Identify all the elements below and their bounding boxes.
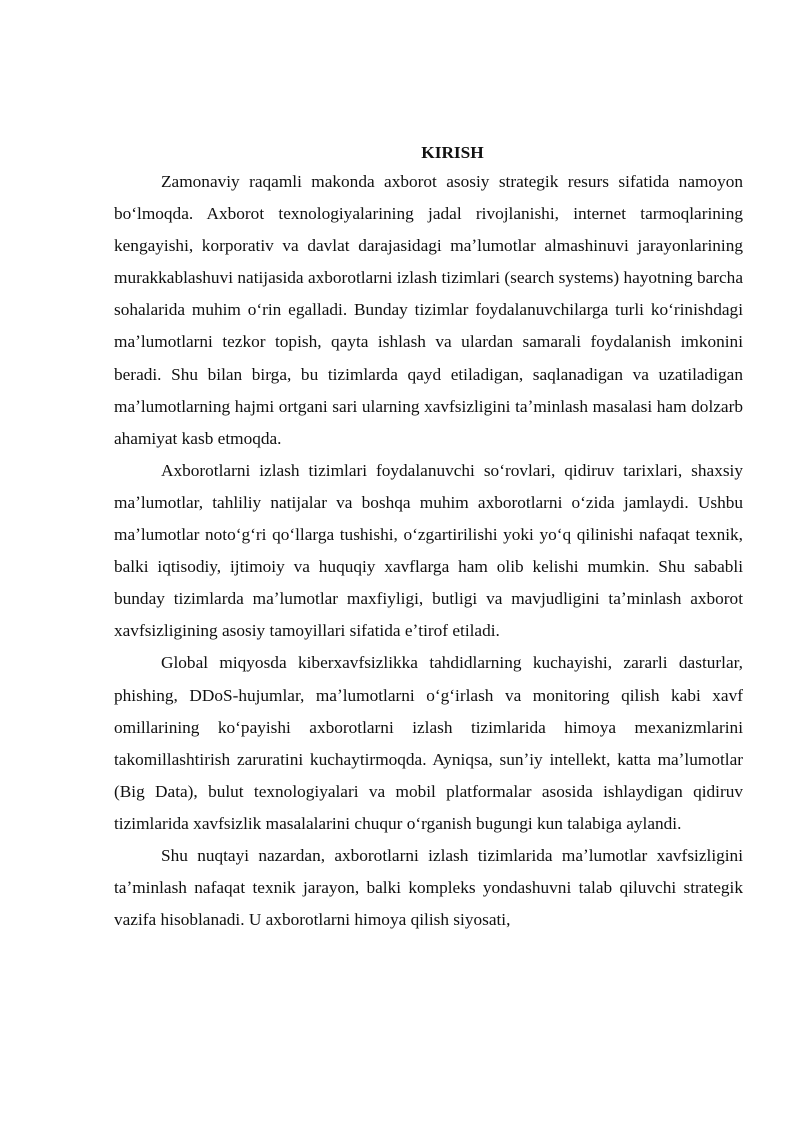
- paragraph-1: Zamonaviy raqamli makonda axborot asosiy strategik resurs sifatida namoyon boʻlmoqda. Axborot texnologiyalarining jadal rivojlanishi, internet tarmoqlarining kengayishi, korporativ va davlat darajasidagi maʼlumotlar almashinuvi jarayonlarining murakkablashuvi natijasida axborotlarni izlash tizimlari (search systems) hayotning barcha sohalarida muhim oʻrin egalladi. Bunday tizimlar foydalanuvchilarga turli koʻrinishdagi maʼlumotlarni tezkor topish, qayta ishlash va ulardan samarali foydalanish imkonini beradi. Shu bilan birga, bu tizimlarda qayd etiladigan, saqlanadigan va uzatiladigan maʼlumotlarning hajmi ortgani sari ularning xavfsizligini taʼminlash masalasi ham dolzarb ahamiyat kasb etmoqda.: [114, 172, 743, 448]
- paragraph-3: Global miqyosda kiberxavfsizlikka tahdidlarning kuchayishi, zararli dasturlar, phishing, DDoS-hujumlar, maʼlumotlarni oʻgʻirlash va monitoring qilish kabi xavf omillarining koʻpayishi axborotlarni izlash tizimlarida himoya mexanizmlarini takomillashtirish zaruratini kuchaytirmoqda. Ayniqsa, sunʼiy intellekt, katta maʼlumotlar (Big Data), bulut texnologiyalari va mobil platformalar asosida ishlaydigan qidiruv tizimlarida xavfsizlik masalalarini chuqur oʻrganish bugungi kun talabiga aylandi.: [114, 653, 743, 833]
- section-title: KIRISH: [421, 143, 484, 162]
- paragraph-4: Shu nuqtayi nazardan, axborotlarni izlash tizimlarida maʼlumotlar xavfsizligini taʼminlash nafaqat texnik jarayon, balki kompleks yondashuvni talab qiluvchi strategik vazifa hisoblanadi. U axborotlarni himoya qilish siyosati,: [114, 845, 743, 930]
- paragraph-2: Axborotlarni izlash tizimlari foydalanuvchi soʻrovlari, qidiruv tarixlari, shaxsiy maʼlumotlar, tahliliy natijalar va boshqa muhim axborotlarni oʻzida jamlaydi. Ushbu maʼlumotlar notoʻgʻri qoʻllarga tushishi, oʻzgartirilishi yoki yoʻq qilinishi nafaqat texnik, balki iqtisodiy, ijtimoiy va huquqiy xavflarga ham olib kelishi mumkin. Shu sababli bunday tizimlarda maʼlumotlar maxfiyligi, butligi va mavjudligini taʼminlash axborot xavfsizligining asosiy tamoyillari sifatida eʼtirof etiladi.: [114, 460, 743, 641]
- document-body: [114, 140, 743, 936]
